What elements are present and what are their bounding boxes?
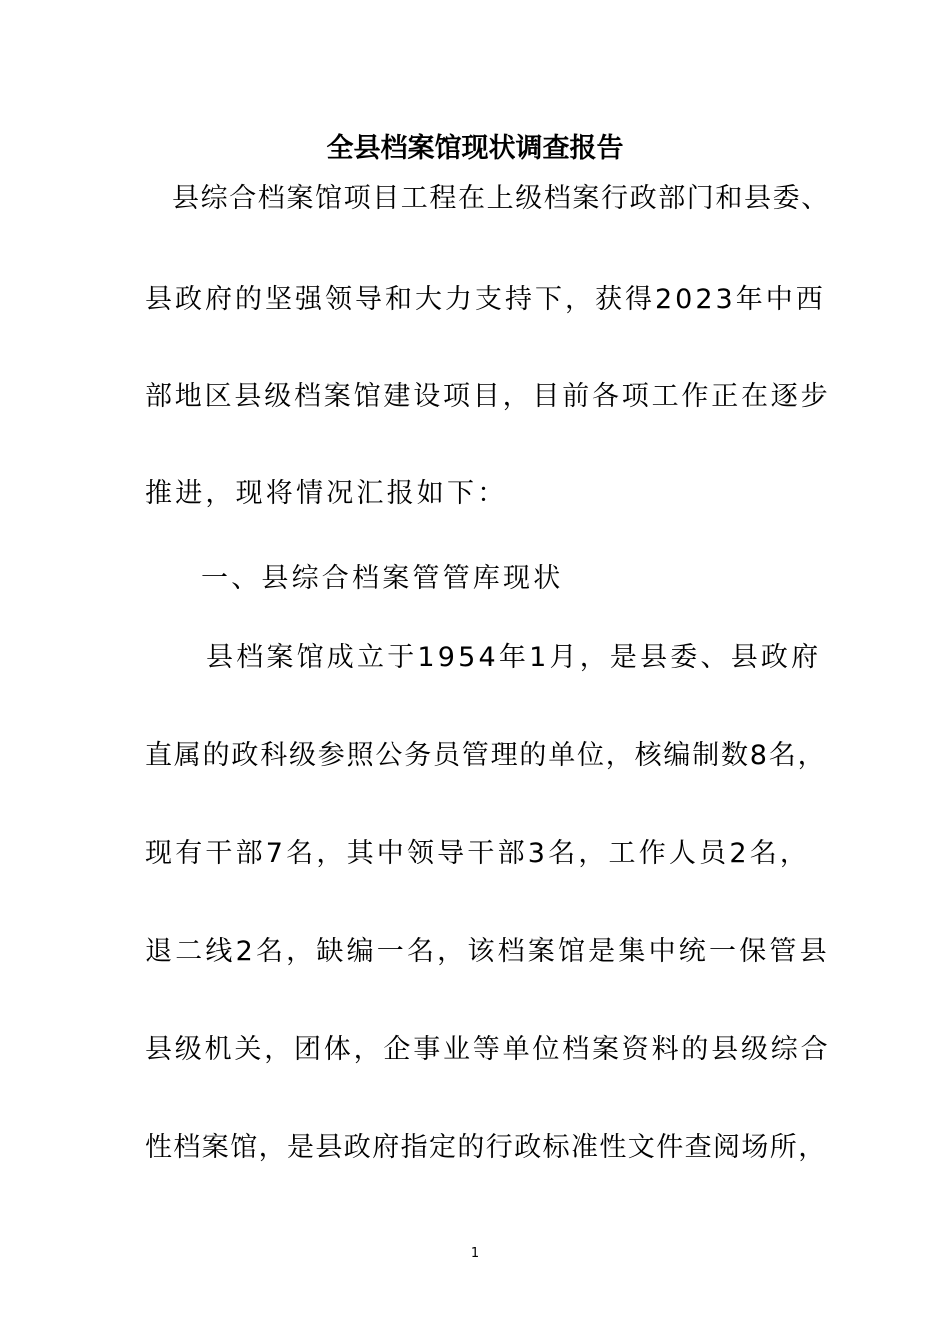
paragraph-line: 直属的政科级参照公务员管理的单位，核编制数8名， (145, 740, 827, 771)
paragraph-line: 性档案馆，是县政府指定的行政标准性文件查阅场所， (145, 1132, 827, 1163)
paragraph-line: 部地区县级档案馆建设项目，目前各项工作正在逐步 (145, 381, 831, 412)
paragraph-line: 推进，现将情况汇报如下： (145, 478, 508, 509)
paragraph-line: 县综合档案馆项目工程在上级档案行政部门和县委、 (172, 183, 830, 214)
paragraph-line: 县档案馆成立于1954年1月，是县委、县政府 (206, 642, 822, 673)
document-title: 全县档案馆现状调查报告 (326, 133, 624, 164)
paragraph-line: 现有干部7名，其中领导干部3名，工作人员2名， (145, 838, 811, 869)
paragraph-line: 县政府的坚强领导和大力支持下，获得2023年中西 (145, 284, 826, 315)
paragraph-line: 退二线2名，缺编一名，该档案馆是集中统一保管县 (145, 936, 830, 967)
section-heading: 一、县综合档案管管库现状 (201, 563, 564, 594)
page-number: 1 (470, 1246, 480, 1261)
paragraph-line: 县级机关，团体，企事业等单位档案资料的县级综合 (145, 1034, 831, 1065)
